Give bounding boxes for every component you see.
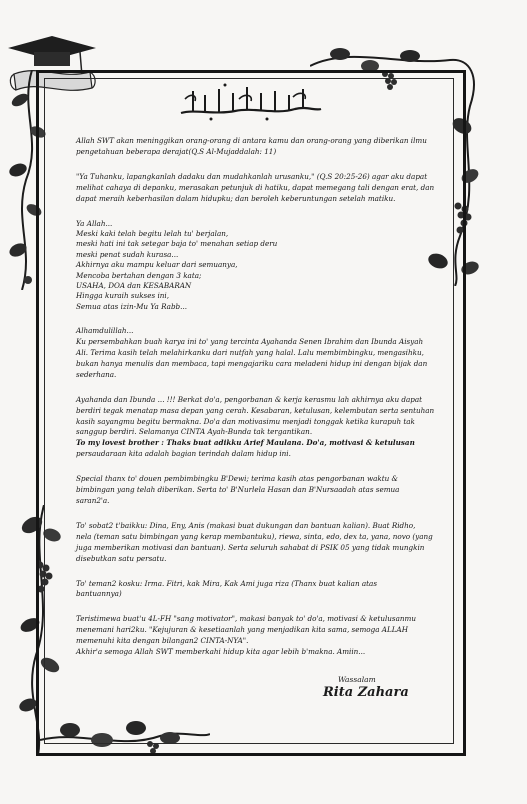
dedication-text xyxy=(76,136,454,664)
quran-quote-taha: "Ya Tuhanku, lapangkanlah dadaku dan mudahkanlah urusanku," (Q.S 20:25-26) agar aku dapat melihat cahaya di depanku, merasakan petunjuk di hatiku, dapat memegang tali dengan erat, dan dapat meraih keberhasilan dalam hidupku; dan beroleh keberuntungan setelah matiku. xyxy=(76,171,435,203)
dedication-roommates: To' teman2 kosku: Irma. Fitri, kak Mira, Kak Ami juga riza (Thanx buat kalian atas bantuannya) xyxy=(76,578,378,599)
dedication-motivator: Teristimewa buat'u 4L-FH "sang motivator", makasi banyak to' do'a, motivasi & ketulusanmu menemani hari2ku. "Kejujuran & kesetiaanlah yang menjadikan kita sama, semoga ALLAH memenuhi kita dengan bilangan2 CINTA-NYA". Akhir'a semoga Allah SWT memberkahi hidup kita agar lebih b'makna. Amiin... xyxy=(76,614,416,657)
author-name: Rita Zahara xyxy=(323,685,409,700)
dedication-parents-brother: Ayahanda dan Ibunda ... !!! Berkat do'a, pengorbanan & kerja kerasmu lah akhirnya aku dapat berdiri tegak menatap masa depan yang cerah. Kesabaran, ketulusan, kelembutan serta sentuhan kasih sayangmu begitu bermakna. Do'a dan motivasimu menjadi tonggak ketika kurapuh tak sanggup berdiri. Selamanya CINTA Ayah-Bunda tak tergantikan. To my lovest brother : Thaks buat adikku Arief Maulana. Do'a, motivasi & ketulusan persaudaraan kita adalah bagian terindah dalam hidup ini. xyxy=(76,394,435,459)
poem: Ya Allah... Meski kaki telah begitu lelah tu' berjalan, meski hati ini tak setegar baja to' menahan setiap deru meski penat sudah kurasa... Akhirnya aku mampu keluar dari semuanya, Mencoba bertahan dengan 3 kata; USAHA, DOA dan KESABARAN Hingga kuraih sukses ini, Semua atas izin-Mu Ya Rabb... xyxy=(76,218,278,311)
quran-quote-mujaddalah: Allah SWT akan meninggikan orang-orang di antara kamu dan orang-orang yang diberikan ilmu pengetahuan beberapa derajat(Q.S Al-Mujaddalah: 11) xyxy=(76,136,427,156)
dedication-friends: To' sobat2 t'baikku: Dina, Eny, Anis (makasi buat dukungan dan bantuan kalian). Buat Ridho, nela (teman satu bimbingan yang kerap membantuku), riewa, sinta, edo, dex ta, yana, novo (yang juga memberikan motivasi dan bantuan). Serta seluruh sahabat di PSIK 05 yang tidak mungkin disebutkan satu persatu. xyxy=(76,520,433,563)
dedication-parents-intro: Alhamdulillah... Ku persembahkan buah karya ini to' yang tercinta Ayahanda Senen Ibrahim dan Ibunda Aisyah Ali. Terima kasih telah melahirkanku dari nutfah yang halal. Lalu membimbingku, mengasihku, bukan hanya menulis dan membaca, tapi mengajariku cara meladeni hidup ini dengan bijak dan sederhana. xyxy=(76,326,428,379)
closing-salutation: Wassalam xyxy=(338,675,376,684)
bismillah-calligraphy xyxy=(175,79,325,123)
dedication-supervisors: Special thanx to' douen pembimbingku B'Dewi; terima kasih atas pengorbanan waktu & bimbingan yang telah diberikan. Serta to' B'Nurlela Hasan dan B'Nursaadah atas semua saran2'a. xyxy=(76,474,400,505)
